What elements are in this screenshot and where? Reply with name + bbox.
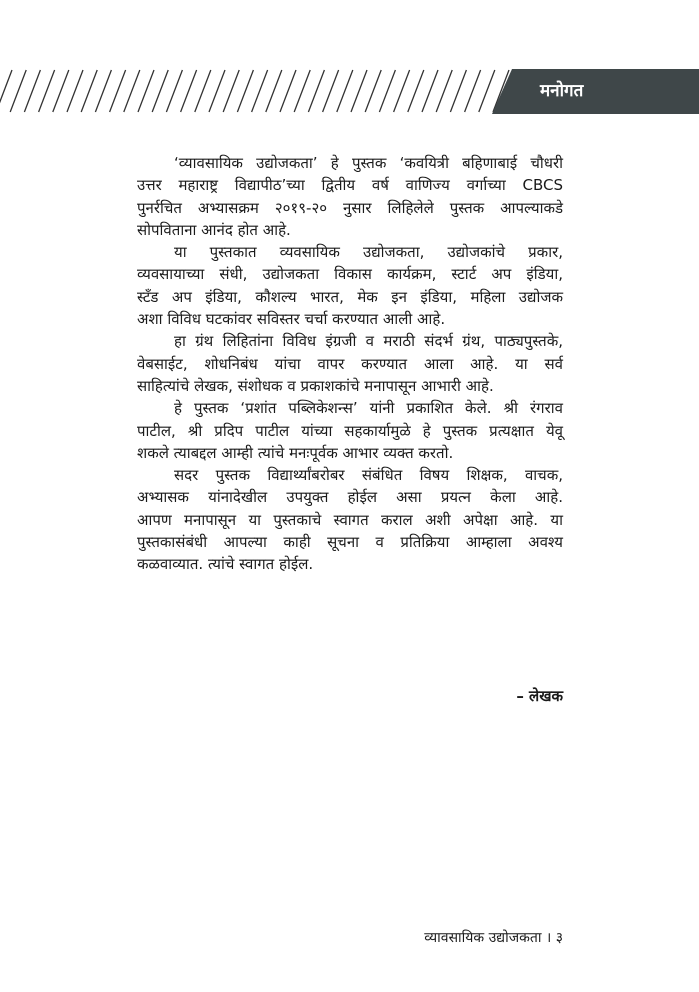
body-text: [137, 152, 563, 576]
text-line: व्यवसायाच्या संधी, उद्योजकता विकास कार्यक्रम, स्टार्ट अप इंडिया,: [137, 265, 563, 284]
stripe: [223, 70, 239, 112]
text-line: शकले त्याबद्दल आम्ही त्यांचे मनःपूर्वक आभार व्यक्त करतो.: [137, 443, 454, 462]
decorative-stripes: [0, 70, 509, 112]
header-band: [0, 66, 699, 116]
text-line: आपण मनापासून या पुस्तकाचे स्वागत कराल अशी अपेक्षा आहे. या: [137, 510, 563, 529]
stripe: [351, 70, 367, 112]
stripe: [138, 70, 154, 112]
text-line: सदर पुस्तक विद्यार्थ्यांबरोबर संबंधित विषय शिक्षक, वाचक,: [174, 466, 563, 485]
stripe: [422, 70, 438, 112]
stripe: [166, 70, 182, 112]
stripe: [252, 70, 268, 112]
stripe: [365, 70, 381, 112]
text-line: सोपविताना आनंद होत आहे.: [137, 220, 291, 239]
paragraph: [137, 464, 563, 575]
stripe: [436, 70, 452, 112]
footer-book-title: व्यावसायिक उद्योजकता: [424, 930, 542, 946]
stripe: [479, 70, 495, 112]
stripe: [280, 70, 296, 112]
stripe: [53, 70, 69, 112]
paragraph: [137, 330, 563, 397]
stripe: [181, 70, 197, 112]
text-line: वेबसाईट, शोधनिबंध यांचा वापर करण्यात आला आहे. या सर्व: [137, 354, 563, 373]
stripe: [10, 70, 26, 112]
stripe: [39, 70, 55, 112]
page-title: मनोगत: [540, 81, 584, 101]
page-number: ३: [555, 930, 563, 946]
stripe: [110, 70, 126, 112]
paragraph: [137, 241, 563, 330]
stripe: [124, 70, 140, 112]
stripe: [308, 70, 324, 112]
stripe: [81, 70, 97, 112]
stripe: [379, 70, 395, 112]
stripe: [337, 70, 353, 112]
stripe: [152, 70, 168, 112]
stripe: [323, 70, 339, 112]
text-line: हा ग्रंथ लिहितांना विविध इंग्रजी व मराठी संदर्भ ग्रंथ, पाठ्यपुस्तके,: [174, 332, 563, 351]
stripe: [67, 70, 83, 112]
footer-separator: ।: [545, 930, 552, 946]
stripe: [408, 70, 424, 112]
page-footer: [424, 928, 563, 947]
text-line: अभ्यासक यांनादेखील उपयुक्त होईल असा प्रयत्न केला आहे.: [137, 488, 563, 507]
stripe: [465, 70, 481, 112]
text-line: पुस्तकासंबंधी आपल्या काही सूचना व प्रतिक्रिया आम्हाला अवश्य: [137, 533, 563, 552]
stripe: [450, 70, 466, 112]
stripe: [95, 70, 111, 112]
stripe: [209, 70, 225, 112]
text-line: स्टँड अप इंडिया, कौशल्य भारत, मेक इन इंडिया, महिला उद्योजक: [137, 287, 563, 306]
text-line: कळवाव्यात. त्यांचे स्वागत होईल.: [137, 555, 314, 574]
stripe: [24, 70, 40, 112]
text-line: साहित्यांचे लेखक, संशोधक व प्रकाशकांचे मनापासून आभारी आहे.: [137, 376, 494, 395]
author-signature: – लेखक: [516, 687, 563, 705]
stripe: [0, 70, 12, 112]
text-line: पाटील, श्री प्रदिप पाटील यांच्या सहकार्यामुळे हे पुस्तक प्रत्यक्षात येवू: [137, 421, 563, 440]
text-line: उत्तर महाराष्ट्र विद्यापीठ’च्या द्वितीय वर्ष वाणिज्य वर्गाच्या CBCS: [137, 176, 563, 195]
paragraph: [137, 397, 563, 464]
text-line: या पुस्तकात व्यवसायिक उद्योजकता, उद्योजकांचे प्रकार,: [174, 243, 563, 262]
text-line: अशा विविध घटकांवर सविस्तर चर्चा करण्यात आली आहे.: [137, 310, 446, 329]
text-line: हे पुस्तक ‘प्रशांत पब्लिकेशन्स’ यांनी प्रकाशित केले. श्री रंगराव: [174, 399, 563, 418]
stripe: [266, 70, 282, 112]
stripe: [237, 70, 253, 112]
paragraph: [137, 152, 563, 241]
stripe: [394, 70, 410, 112]
stripe: [195, 70, 211, 112]
text-line: ‘व्यावसायिक उद्योजकता’ हे पुस्तक ‘कवयित्री बहिणाबाई चौधरी: [174, 154, 563, 172]
stripe: [294, 70, 310, 112]
title-box: [492, 69, 699, 114]
text-line: पुनर्रचित अभ्यासक्रम २०१९-२० नुसार लिहिलेले पुस्तक आपल्याकडे: [137, 198, 563, 217]
